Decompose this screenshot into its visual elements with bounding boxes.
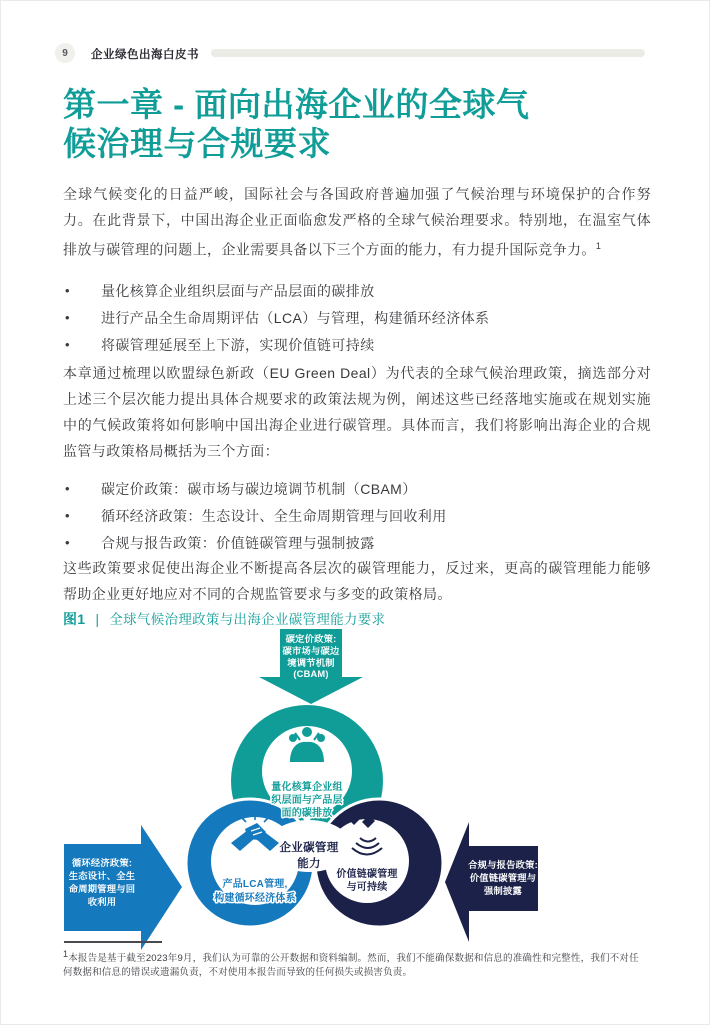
paragraph-1-text: 全球气候变化的日益严峻，国际社会与各国政府普遍加强了气候治理与环境保护的合作努力。在此背景下，中国出海企业正面临愈发严格的全球气候治理要求。特别地，在温室气体排放与碳管理的问题上，企业需要具备以下三个方面的能力，有力提升国际竞争力。 <box>63 186 651 258</box>
footnote-text: 本报告是基于截至2023年9月，我们认为可靠的公开数据和资料编制。然而，我们不能确保数据和信息的准确性和完整性，我们不对任何数据和信息的错误或遗漏负责，不对使用本报告而导致的任何损失或损害负责。 <box>63 953 639 979</box>
paragraph-2: 本章通过梳理以欧盟绿色新政（EU Green Deal）为代表的全球气候治理政策，摘选部分对上述三个层次能力提出具体合规要求的政策法规为例，阐述这些已经落地实施或在规划实施中的气候政策将如何影响中国出海企业进行碳管理。具体而言，我们将影响出海企业的合规监管与政策格局概括为三个方面： <box>63 365 651 459</box>
paragraph-1 <box>63 181 651 263</box>
blue-circle-label: 构建循环经济体系 <box>214 893 296 904</box>
bullet-item: • 合规与报告政策：价值链碳管理与强制披露 <box>63 535 651 551</box>
bullet-list-2 <box>63 481 651 562</box>
chapter-title-line: 第一章 - 面向出海企业的全球气 <box>63 86 530 123</box>
center-label: 能力 <box>297 858 321 870</box>
left-arrow-line: 循环经济政策: <box>71 858 133 868</box>
top-policy-arrow <box>259 629 363 704</box>
teal-circle-label: 面的碳排放 <box>281 808 333 819</box>
venn-diagram <box>61 625 653 957</box>
bullet-list-1 <box>63 283 651 364</box>
header-rule <box>211 49 645 57</box>
teal-circle-label: 织层面与产品层 <box>271 795 343 806</box>
page-header <box>1 43 709 65</box>
bullet-item: • 循环经济政策：生态设计、全生命周期管理与回收利用 <box>63 508 651 524</box>
teal-circle-label: 量化核算企业组 <box>271 782 343 793</box>
navy-circle-label: 价值链碳管理 <box>336 869 398 880</box>
left-arrow-line: 收利用 <box>87 897 117 907</box>
header-title: 企业绿色出海白皮书 <box>91 49 199 61</box>
top-arrow-line: 碳市场与碳边 <box>282 646 340 656</box>
left-arrow-line: 命周期管理与回 <box>68 884 136 894</box>
bullet-item: • 将碳管理延展至上下游，实现价值链可持续 <box>63 337 651 353</box>
left-arrow-line: 生态设计、全生 <box>68 871 136 881</box>
chapter-title <box>63 85 643 163</box>
right-policy-arrow <box>445 822 538 942</box>
figure-label: 图1 <box>63 611 86 627</box>
footnote-rule <box>64 941 162 943</box>
bullet-item: • 进行产品全生命周期评估（LCA）与管理，构建循环经济体系 <box>63 310 651 326</box>
footnote <box>63 947 639 980</box>
center-label: 企业碳管理 <box>279 842 339 854</box>
left-policy-arrow <box>64 825 182 950</box>
footnote-reference: 1 <box>595 241 602 251</box>
bullet-item: • 量化核算企业组织层面与产品层面的碳排放 <box>63 283 651 299</box>
page-number-badge: 9 <box>55 43 75 63</box>
top-arrow-line: 境调节机制 <box>287 658 335 668</box>
navy-circle-label: 与可持续 <box>346 882 388 893</box>
right-arrow-line: 强制披露 <box>484 886 522 896</box>
top-arrow-line: 碳定价政策: <box>285 634 337 644</box>
footnote-marker: 1 <box>63 949 69 959</box>
top-arrow-line: (CBAM) <box>293 669 329 679</box>
blue-circle-label: 产品LCA管理, <box>222 879 288 890</box>
figure-title: 全球气候治理政策与出海企业碳管理能力要求 <box>109 612 386 627</box>
chapter-title-line: 候治理与合规要求 <box>63 125 331 162</box>
figure-caption-divider: | <box>95 612 100 627</box>
right-arrow-line: 合规与报告政策: <box>468 860 538 870</box>
paragraph-3: 这些政策要求促使出海企业不断提高各层次的碳管理能力，反过来，更高的碳管理能力能够帮助企业更好地应对不同的合规监管要求与多变的政策格局。 <box>63 560 651 602</box>
right-arrow-line: 价值链碳管理与 <box>469 873 537 883</box>
bullet-item: • 碳定价政策：碳市场与碳边境调节机制（CBAM） <box>63 481 651 497</box>
